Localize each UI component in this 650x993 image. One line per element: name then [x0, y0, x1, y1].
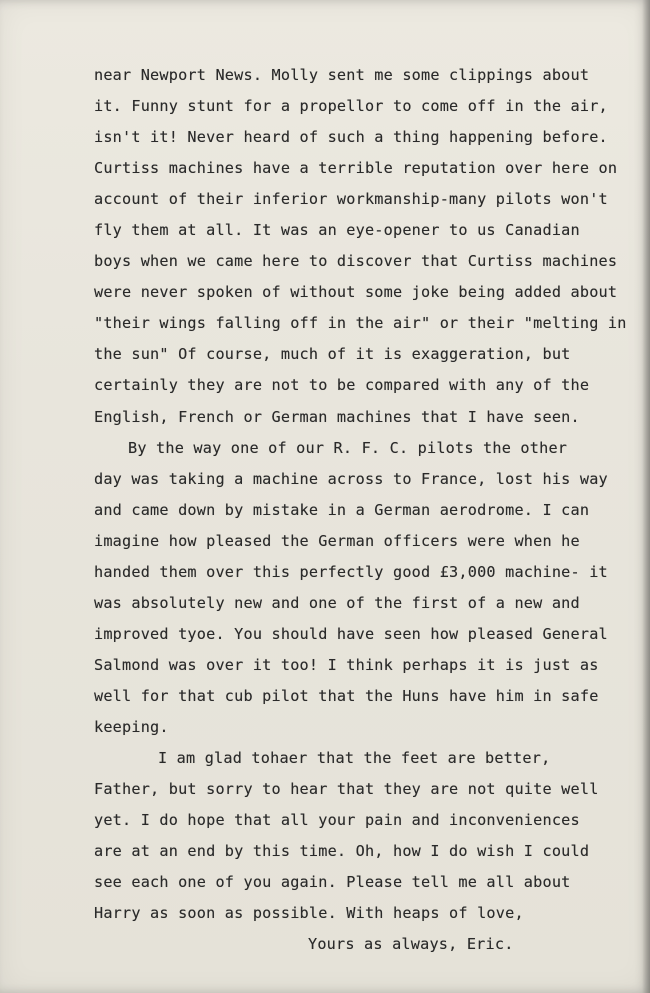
text-line: certainly they are not to be compared with any of the [94, 376, 590, 395]
text-line: keeping. [94, 717, 169, 736]
text-line: Harry as soon as possible. With heaps of love, [94, 904, 524, 923]
paragraph-start: By the way one of our R. F. C. pilots the other [128, 438, 568, 457]
closing-signature: Yours as always, Eric. [308, 935, 514, 954]
text-line: well for that cub pilot that the Huns have him in safe [94, 686, 599, 705]
text-line: isn't it! Never heard of such a thing happening before. [94, 128, 608, 147]
text-line: account of their inferior workmanship-many pilots won't [94, 190, 608, 209]
text-line: Curtiss machines have a terrible reputation over here on [94, 159, 618, 178]
text-line: day was taking a machine across to France, lost his way [94, 469, 608, 488]
text-line: boys when we came here to discover that Curtiss machines [94, 252, 618, 271]
text-line: imagine how pleased the German officers were when he [94, 531, 580, 550]
paragraph-start: I am glad tohaer that the feet are better, [158, 749, 551, 768]
text-line: were never spoken of without some joke being added about [94, 283, 618, 302]
text-line: English, French or German machines that I have seen. [94, 407, 580, 426]
text-line: near Newport News. Molly sent me some clippings about [94, 66, 590, 84]
text-line: it. Funny stunt for a propellor to come off in the air, [94, 97, 608, 116]
text-line: "their wings falling off in the air" or their "melting in [94, 314, 627, 333]
text-line: yet. I do hope that all your pain and inconveniences [94, 811, 580, 830]
text-line: fly them at all. It was an eye-opener to us Canadian [94, 221, 580, 240]
text-line: see each one of you again. Please tell me all about [94, 873, 571, 892]
text-line: the sun" Of course, much of it is exaggeration, but [94, 345, 571, 364]
text-line: improved tyoe. You should have seen how pleased General [94, 624, 608, 643]
letter-body [94, 60, 639, 960]
text-line: handed them over this perfectly good £3,000 machine- it [94, 562, 608, 581]
page-edge-shadow [642, 0, 650, 993]
text-line: are at an end by this time. Oh, how I do wish I could [94, 842, 590, 861]
text-line: Father, but sorry to hear that they are not quite well [94, 780, 599, 799]
text-line: Salmond was over it too! I think perhaps it is just as [94, 655, 599, 674]
text-line: was absolutely new and one of the first of a new and [94, 593, 580, 612]
text-line: and came down by mistake in a German aerodrome. I can [94, 500, 590, 519]
